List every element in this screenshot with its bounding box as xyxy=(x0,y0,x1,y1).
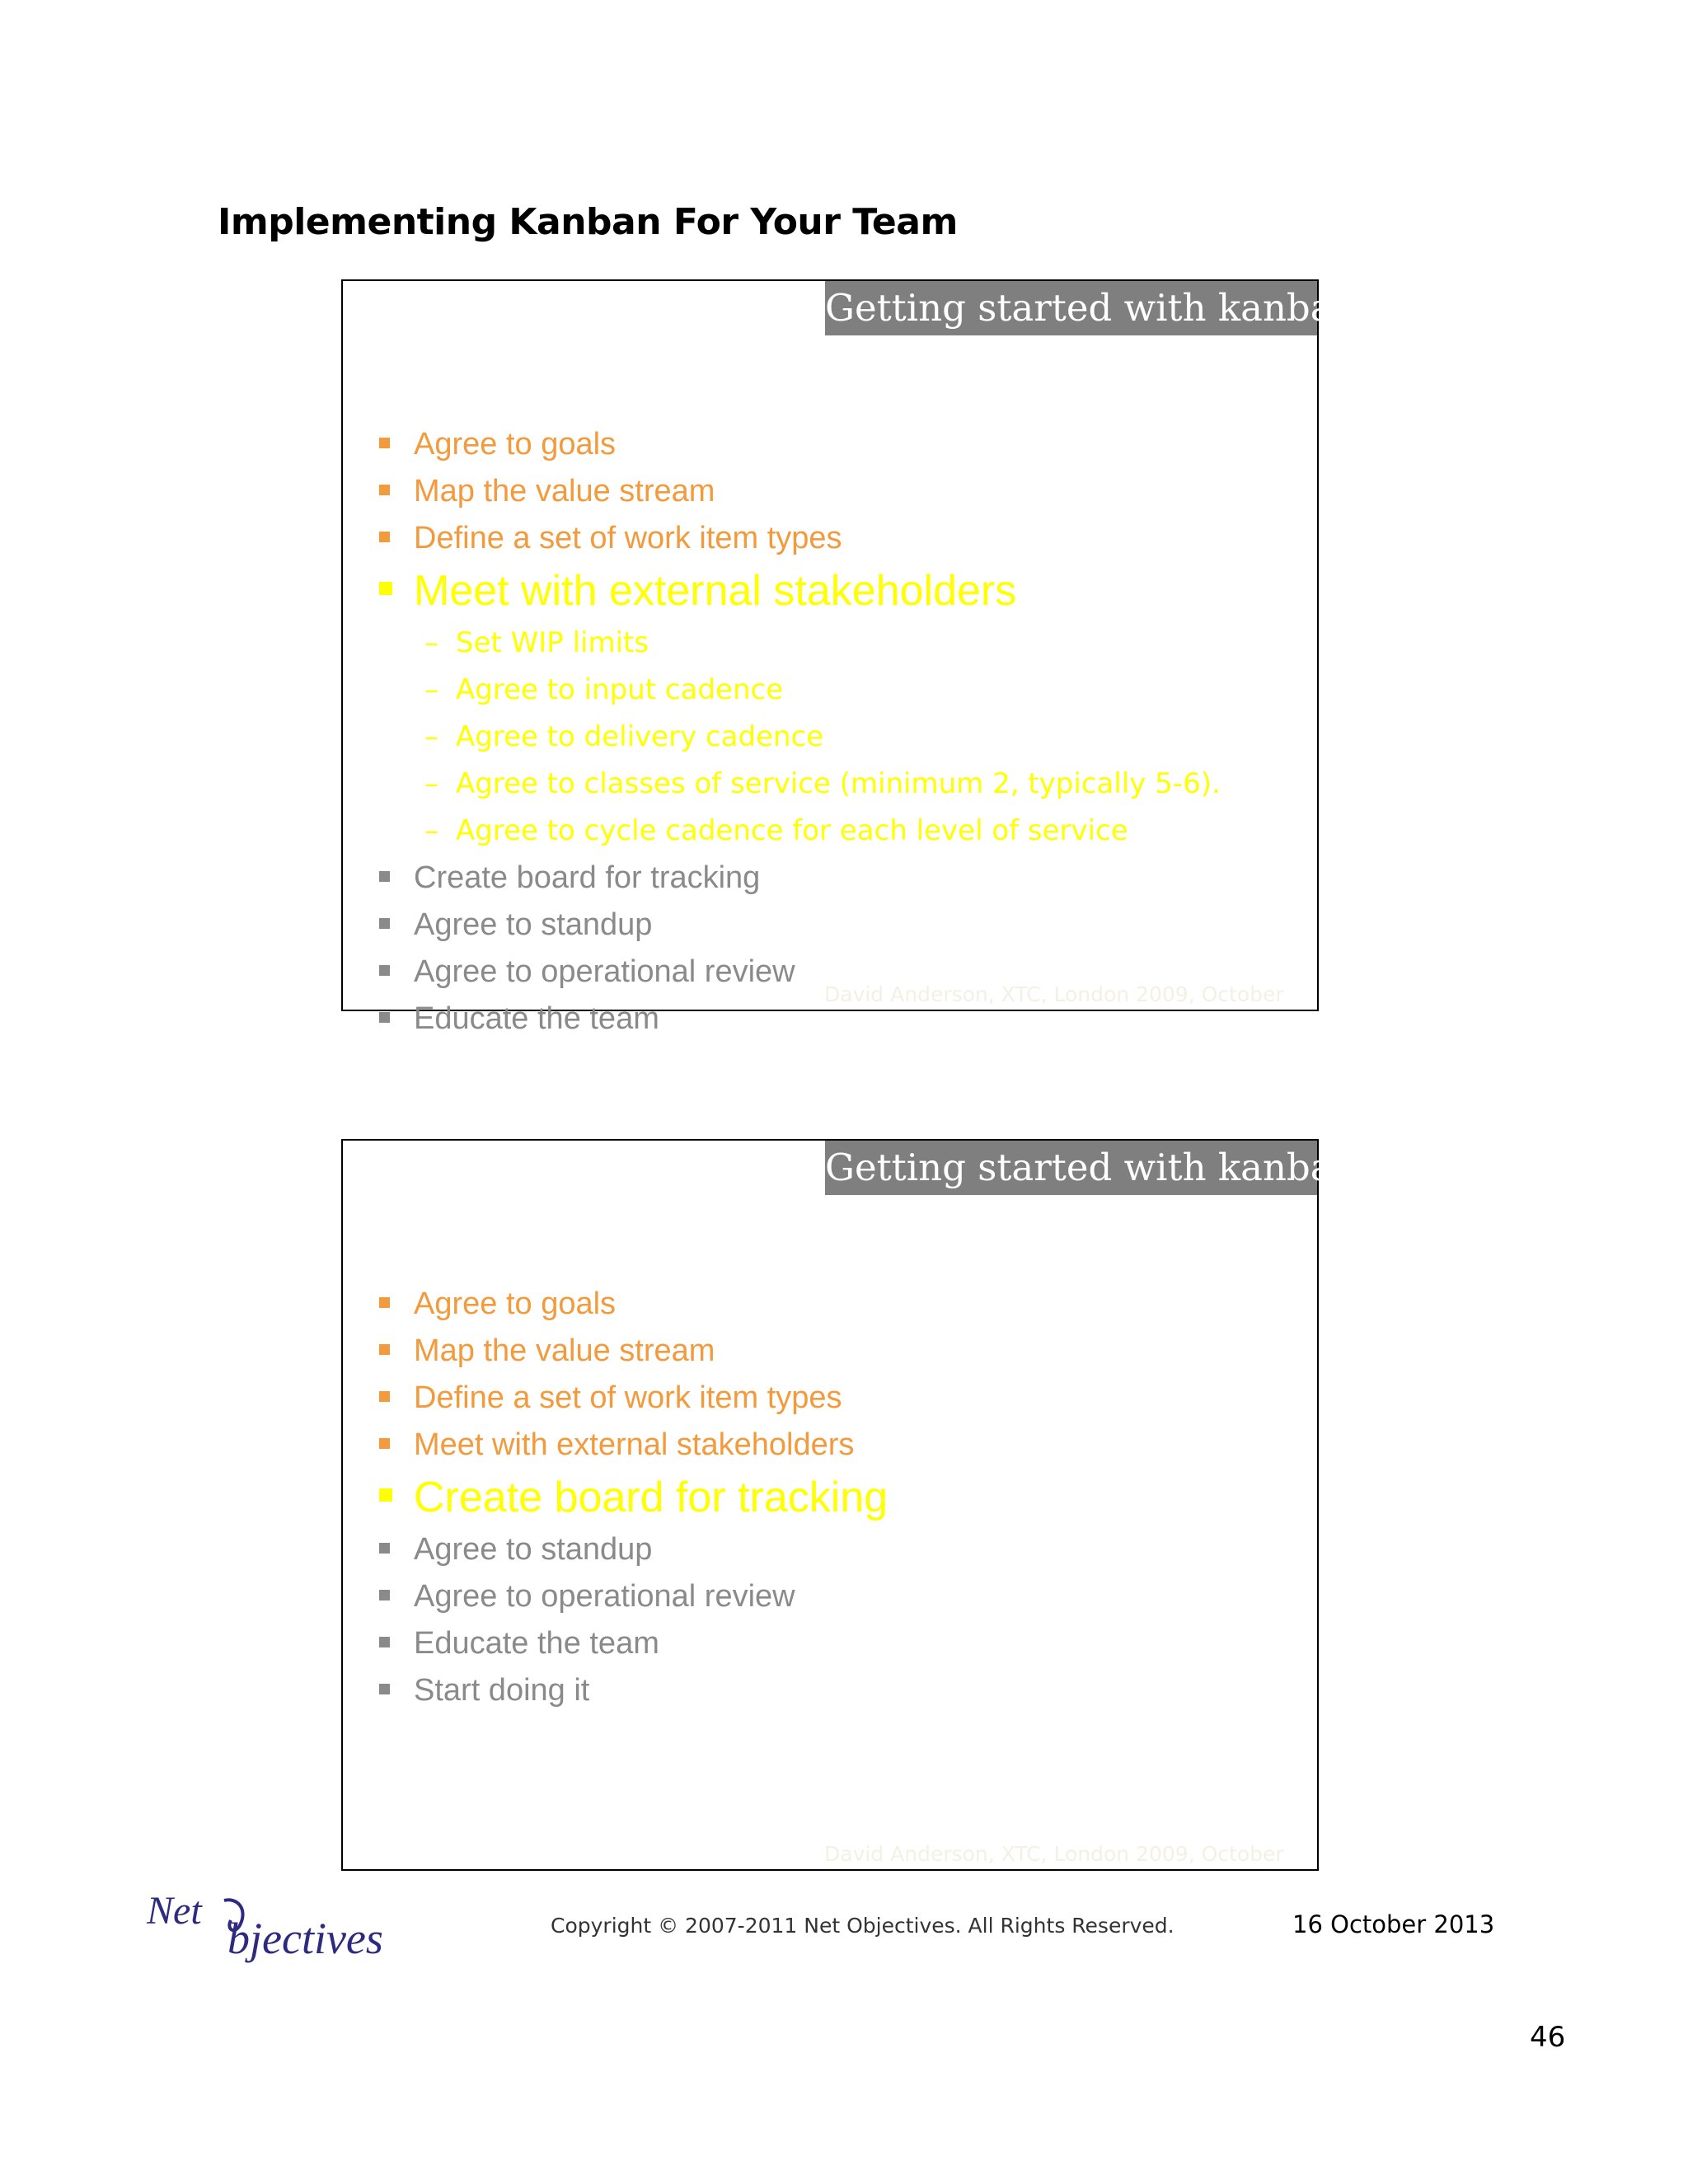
slide-footer: David Anderson, XTC, London 2009, October xyxy=(824,982,1284,1006)
list-item-text: Agree to standup xyxy=(414,1532,653,1567)
sub-list-item xyxy=(379,620,1221,667)
page-number: 46 xyxy=(1530,2021,1566,2054)
list-item xyxy=(379,1526,888,1573)
list-item xyxy=(379,902,1221,949)
list-item xyxy=(379,1620,888,1667)
sub-list-item xyxy=(379,808,1221,855)
dash-bullet-icon: – xyxy=(424,767,438,800)
square-bullet-icon xyxy=(379,1438,390,1449)
sub-list-item-text: Agree to delivery cadence xyxy=(456,720,824,753)
list-item-text: Agree to goals xyxy=(414,1286,617,1321)
list-item xyxy=(379,1281,888,1328)
list-item-text: Agree to operational review xyxy=(414,954,795,989)
square-bullet-icon xyxy=(379,918,390,929)
sub-list-item-text: Agree to classes of service (minimum 2, typically 5-6). xyxy=(456,767,1221,800)
list-item xyxy=(379,421,1221,468)
dash-bullet-icon: – xyxy=(424,814,438,847)
net-objectives-logo xyxy=(145,1887,409,1970)
svg-text:bjectives: bjectives xyxy=(227,1914,383,1963)
square-bullet-icon xyxy=(379,438,390,448)
sub-list-item xyxy=(379,667,1221,714)
sub-list-item-text: Agree to input cadence xyxy=(456,673,784,706)
slide-2 xyxy=(341,1139,1357,1871)
list-item-text: Start doing it xyxy=(414,1673,590,1708)
list-item-text: Educate the team xyxy=(414,1001,659,1036)
square-bullet-icon xyxy=(379,1684,390,1694)
square-bullet-icon xyxy=(379,1012,390,1023)
list-item-text: Define a set of work item types xyxy=(414,521,842,555)
copyright-notice: Copyright © 2007-2011 Net Objectives. All Rights Reserved. xyxy=(551,1914,1175,1938)
list-item-text: Agree to standup xyxy=(414,907,653,942)
list-item-text: Create board for tracking xyxy=(414,1474,889,1521)
slide-footer: David Anderson, XTC, London 2009, October xyxy=(824,1842,1284,1866)
list-item xyxy=(379,1328,888,1375)
slide-header: Getting started with kanban xyxy=(825,1141,1317,1195)
list-item xyxy=(379,1667,888,1714)
square-bullet-icon xyxy=(379,1590,390,1601)
list-item xyxy=(379,1573,888,1620)
sub-list-item xyxy=(379,714,1221,761)
slide-1 xyxy=(341,279,1357,1036)
list-item-text: Agree to goals xyxy=(414,427,617,462)
list-item-highlighted xyxy=(379,1469,888,1526)
dash-bullet-icon: – xyxy=(424,720,438,753)
list-item-text: Meet with external stakeholders xyxy=(414,567,1017,615)
bullet-list xyxy=(379,421,1221,1043)
list-item-text: Create board for tracking xyxy=(414,860,761,895)
list-item xyxy=(379,515,1221,562)
sub-list-item-text: Set WIP limits xyxy=(456,626,649,659)
square-bullet-icon xyxy=(379,1297,390,1308)
list-item-text: Agree to operational review xyxy=(414,1579,795,1614)
list-item-text: Map the value stream xyxy=(414,474,715,509)
dash-bullet-icon: – xyxy=(424,673,438,706)
slide-header: Getting started with kanban xyxy=(825,281,1317,335)
list-item xyxy=(379,855,1221,902)
square-bullet-icon xyxy=(379,1488,392,1502)
square-bullet-icon xyxy=(379,1637,390,1647)
sub-list-item-text: Agree to cycle cadence for each level of service xyxy=(456,814,1128,847)
list-item xyxy=(379,1422,888,1469)
net-objectives-logo-icon xyxy=(145,1887,409,1970)
square-bullet-icon xyxy=(379,1543,390,1554)
list-item xyxy=(379,468,1221,515)
list-item-text: Educate the team xyxy=(414,1626,659,1661)
list-item-text: Map the value stream xyxy=(414,1333,715,1368)
bullet-list xyxy=(379,1281,888,1714)
list-item xyxy=(379,1375,888,1422)
footer-date: 16 October 2013 xyxy=(1292,1910,1495,1938)
square-bullet-icon xyxy=(379,582,392,595)
square-bullet-icon xyxy=(379,485,390,495)
square-bullet-icon xyxy=(379,871,390,882)
square-bullet-icon xyxy=(379,532,390,542)
square-bullet-icon xyxy=(379,1344,390,1355)
square-bullet-icon xyxy=(379,965,390,976)
svg-text:Net: Net xyxy=(147,1889,202,1933)
square-bullet-icon xyxy=(379,1391,390,1402)
page-title: Implementing Kanban For Your Team xyxy=(218,201,958,243)
sub-list-item xyxy=(379,761,1221,808)
list-item-text: Meet with external stakeholders xyxy=(414,1427,855,1462)
dash-bullet-icon: – xyxy=(424,626,438,659)
list-item-highlighted xyxy=(379,562,1221,620)
list-item-text: Define a set of work item types xyxy=(414,1380,842,1415)
